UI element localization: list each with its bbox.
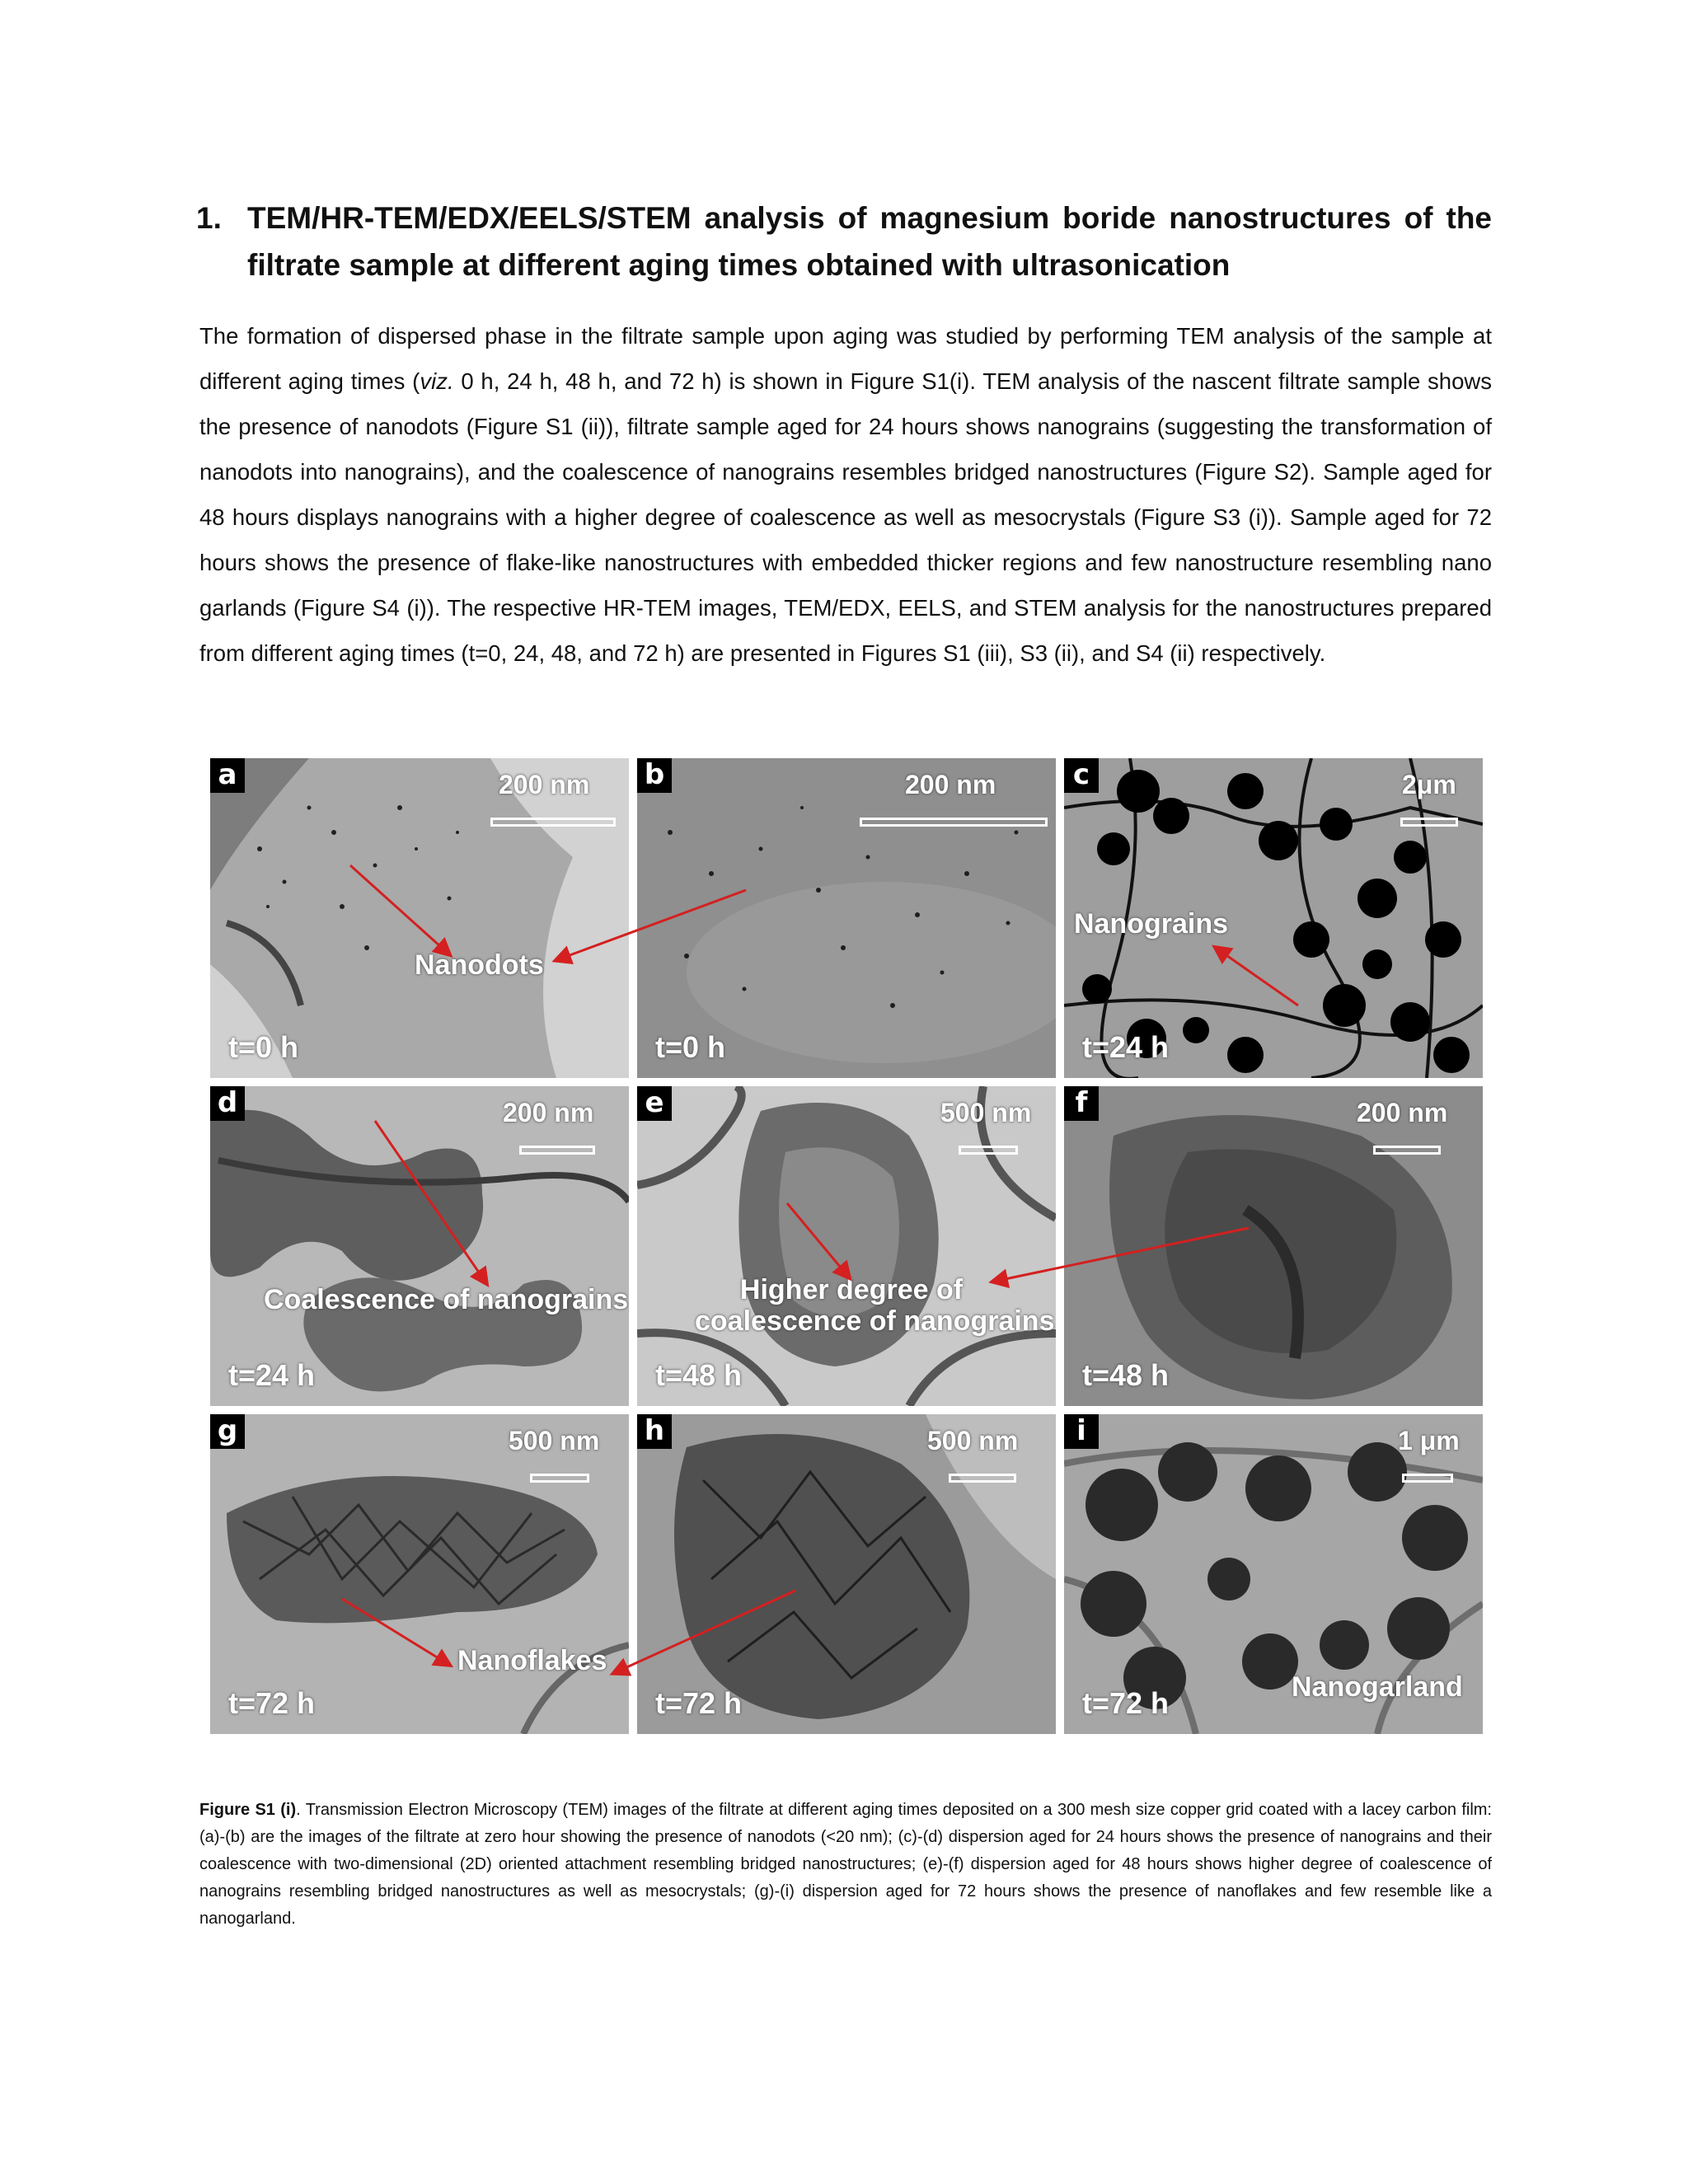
figure-caption xyxy=(199,1797,1492,1933)
panel-h-letter: h xyxy=(637,1414,672,1449)
panel-c-letter: c xyxy=(1064,758,1099,793)
panel-b-scale-label: 200 nm xyxy=(905,770,996,799)
panel-h-time: t=72 h xyxy=(655,1686,743,1720)
panel-c xyxy=(1064,758,1483,1078)
panel-b xyxy=(637,758,1056,1078)
panel-g-scale-label: 500 nm xyxy=(509,1426,600,1455)
panel-h-scale-label: 500 nm xyxy=(927,1426,1019,1455)
panel-i-time: t=72 h xyxy=(1082,1686,1170,1720)
panel-i xyxy=(1064,1414,1483,1734)
nanodots-label: Nanodots xyxy=(415,949,544,981)
panel-f-scale-label: 200 nm xyxy=(1357,1098,1448,1127)
panel-g-letter: g xyxy=(210,1414,245,1449)
panel-a-scale-label: 200 nm xyxy=(499,770,590,799)
higher-degree-line1: Higher degree of xyxy=(739,1274,964,1305)
panel-a-letter: a xyxy=(210,758,245,793)
panel-d xyxy=(210,1086,629,1406)
panel-a xyxy=(210,758,629,1078)
panel-i-scale-bar xyxy=(1402,1474,1453,1483)
nanograins-label: Nanograins xyxy=(1074,908,1229,940)
section-heading xyxy=(196,194,1492,288)
panel-d-scale-label: 200 nm xyxy=(503,1098,594,1127)
higher-degree-line2: coalescence of nanograins xyxy=(695,1305,1055,1337)
panel-a-time: t=0 h xyxy=(228,1030,299,1064)
panel-g-time: t=72 h xyxy=(228,1686,316,1720)
section-number: 1. xyxy=(196,201,222,235)
higher-degree-label xyxy=(695,1274,1055,1337)
panel-b-time: t=0 h xyxy=(655,1030,726,1064)
panel-f-scale-bar xyxy=(1373,1146,1441,1155)
paragraph-italic: viz. xyxy=(420,368,454,394)
panel-i-letter: i xyxy=(1064,1414,1099,1449)
body-paragraph xyxy=(199,313,1492,676)
panel-h-scale-bar xyxy=(949,1474,1016,1483)
nanogarland-label: Nanogarland xyxy=(1292,1671,1463,1703)
panel-f-time: t=48 h xyxy=(1082,1358,1170,1392)
panel-e xyxy=(637,1086,1056,1406)
paragraph-text-end: 0 h, 24 h, 48 h, and 72 h) is shown in Figure S1(i). TEM analysis of the nascent filtrate sample shows the presence of nanodots (Figure S1 (ii)), filtrate sample aged for 24 hours shows nanograins (suggesting the transformation of nanodots into nanograins), and the coalescence of nanograins resembles bridged nanostructures (Figure S2). Sample aged for 48 hours displays nanograins with a higher degree of coalescence as well as mesocrystals (Figure S3 (i)). Sample aged for 72 hours shows the presence of flake-like nanostructures with embedded thicker regions and few nanostructure resembling nano garlands (Figure S4 (i)). The respective HR-TEM images, TEM/EDX, EELS, and STEM analysis for the nanostructures prepared from different aging times (t=0, 24, 48, and 72 h) are presented in Figures S1 (iii), S3 (ii), and S4 (ii) respectively. xyxy=(199,368,1492,666)
panel-e-scale-bar xyxy=(959,1146,1018,1155)
panel-d-scale-bar xyxy=(519,1146,595,1155)
panel-c-scale-bar xyxy=(1400,818,1458,827)
coalescence-label: Coalescence of nanograins xyxy=(264,1284,629,1315)
nanoflakes-label: Nanoflakes xyxy=(457,1645,607,1676)
panel-d-letter: d xyxy=(210,1086,245,1121)
panel-g xyxy=(210,1414,629,1734)
panel-c-scale-label: 2μm xyxy=(1402,770,1456,799)
paragraph-text-start: The formation of dispersed phase in the filtrate sample upon aging was studied by performing TEM analysis of the sample at different aging times ( xyxy=(199,323,1492,394)
caption-label: Figure S1 (i) xyxy=(199,1801,297,1819)
panel-i-scale-label: 1 μm xyxy=(1398,1426,1460,1455)
tem-figure xyxy=(210,758,1484,1743)
panel-g-scale-bar xyxy=(530,1474,589,1483)
panel-e-time: t=48 h xyxy=(655,1358,743,1392)
panel-e-scale-label: 500 nm xyxy=(940,1098,1032,1127)
section-title: TEM/HR-TEM/EDX/EELS/STEM analysis of magnesium boride nanostructures of the filtrate sample at different aging times obtained with ultrasonication xyxy=(247,201,1492,282)
panel-b-letter: b xyxy=(637,758,672,793)
panel-f xyxy=(1064,1086,1483,1406)
panel-e-letter: e xyxy=(637,1086,672,1121)
panel-c-time: t=24 h xyxy=(1082,1030,1170,1064)
panel-d-time: t=24 h xyxy=(228,1358,316,1392)
caption-text: . Transmission Electron Microscopy (TEM) images of the filtrate at different aging times deposited on a 300 mesh size copper grid coated with a lacey carbon film: (a)-(b) are the images of the filtrate at zero hour showing the presence of nanodots (<20 nm); (c)-(d) dispersion aged for 24 hours shows the presence of nanograins and their coalescence with two-dimensional (2D) oriented attachment resembling bridged nanostructures; (e)-(f) dispersion aged for 48 hours shows higher degree of coalescence of nanograins resembling bridged nanostructures as well as mesocrystals; (g)-(i) dispersion aged for 72 hours shows the presence of nanoflakes and few resemble like a nanogarland. xyxy=(199,1801,1492,1928)
panel-a-scale-bar xyxy=(490,818,616,827)
panel-b-scale-bar xyxy=(860,818,1048,827)
panel-h xyxy=(637,1414,1056,1734)
panel-f-letter: f xyxy=(1064,1086,1099,1121)
